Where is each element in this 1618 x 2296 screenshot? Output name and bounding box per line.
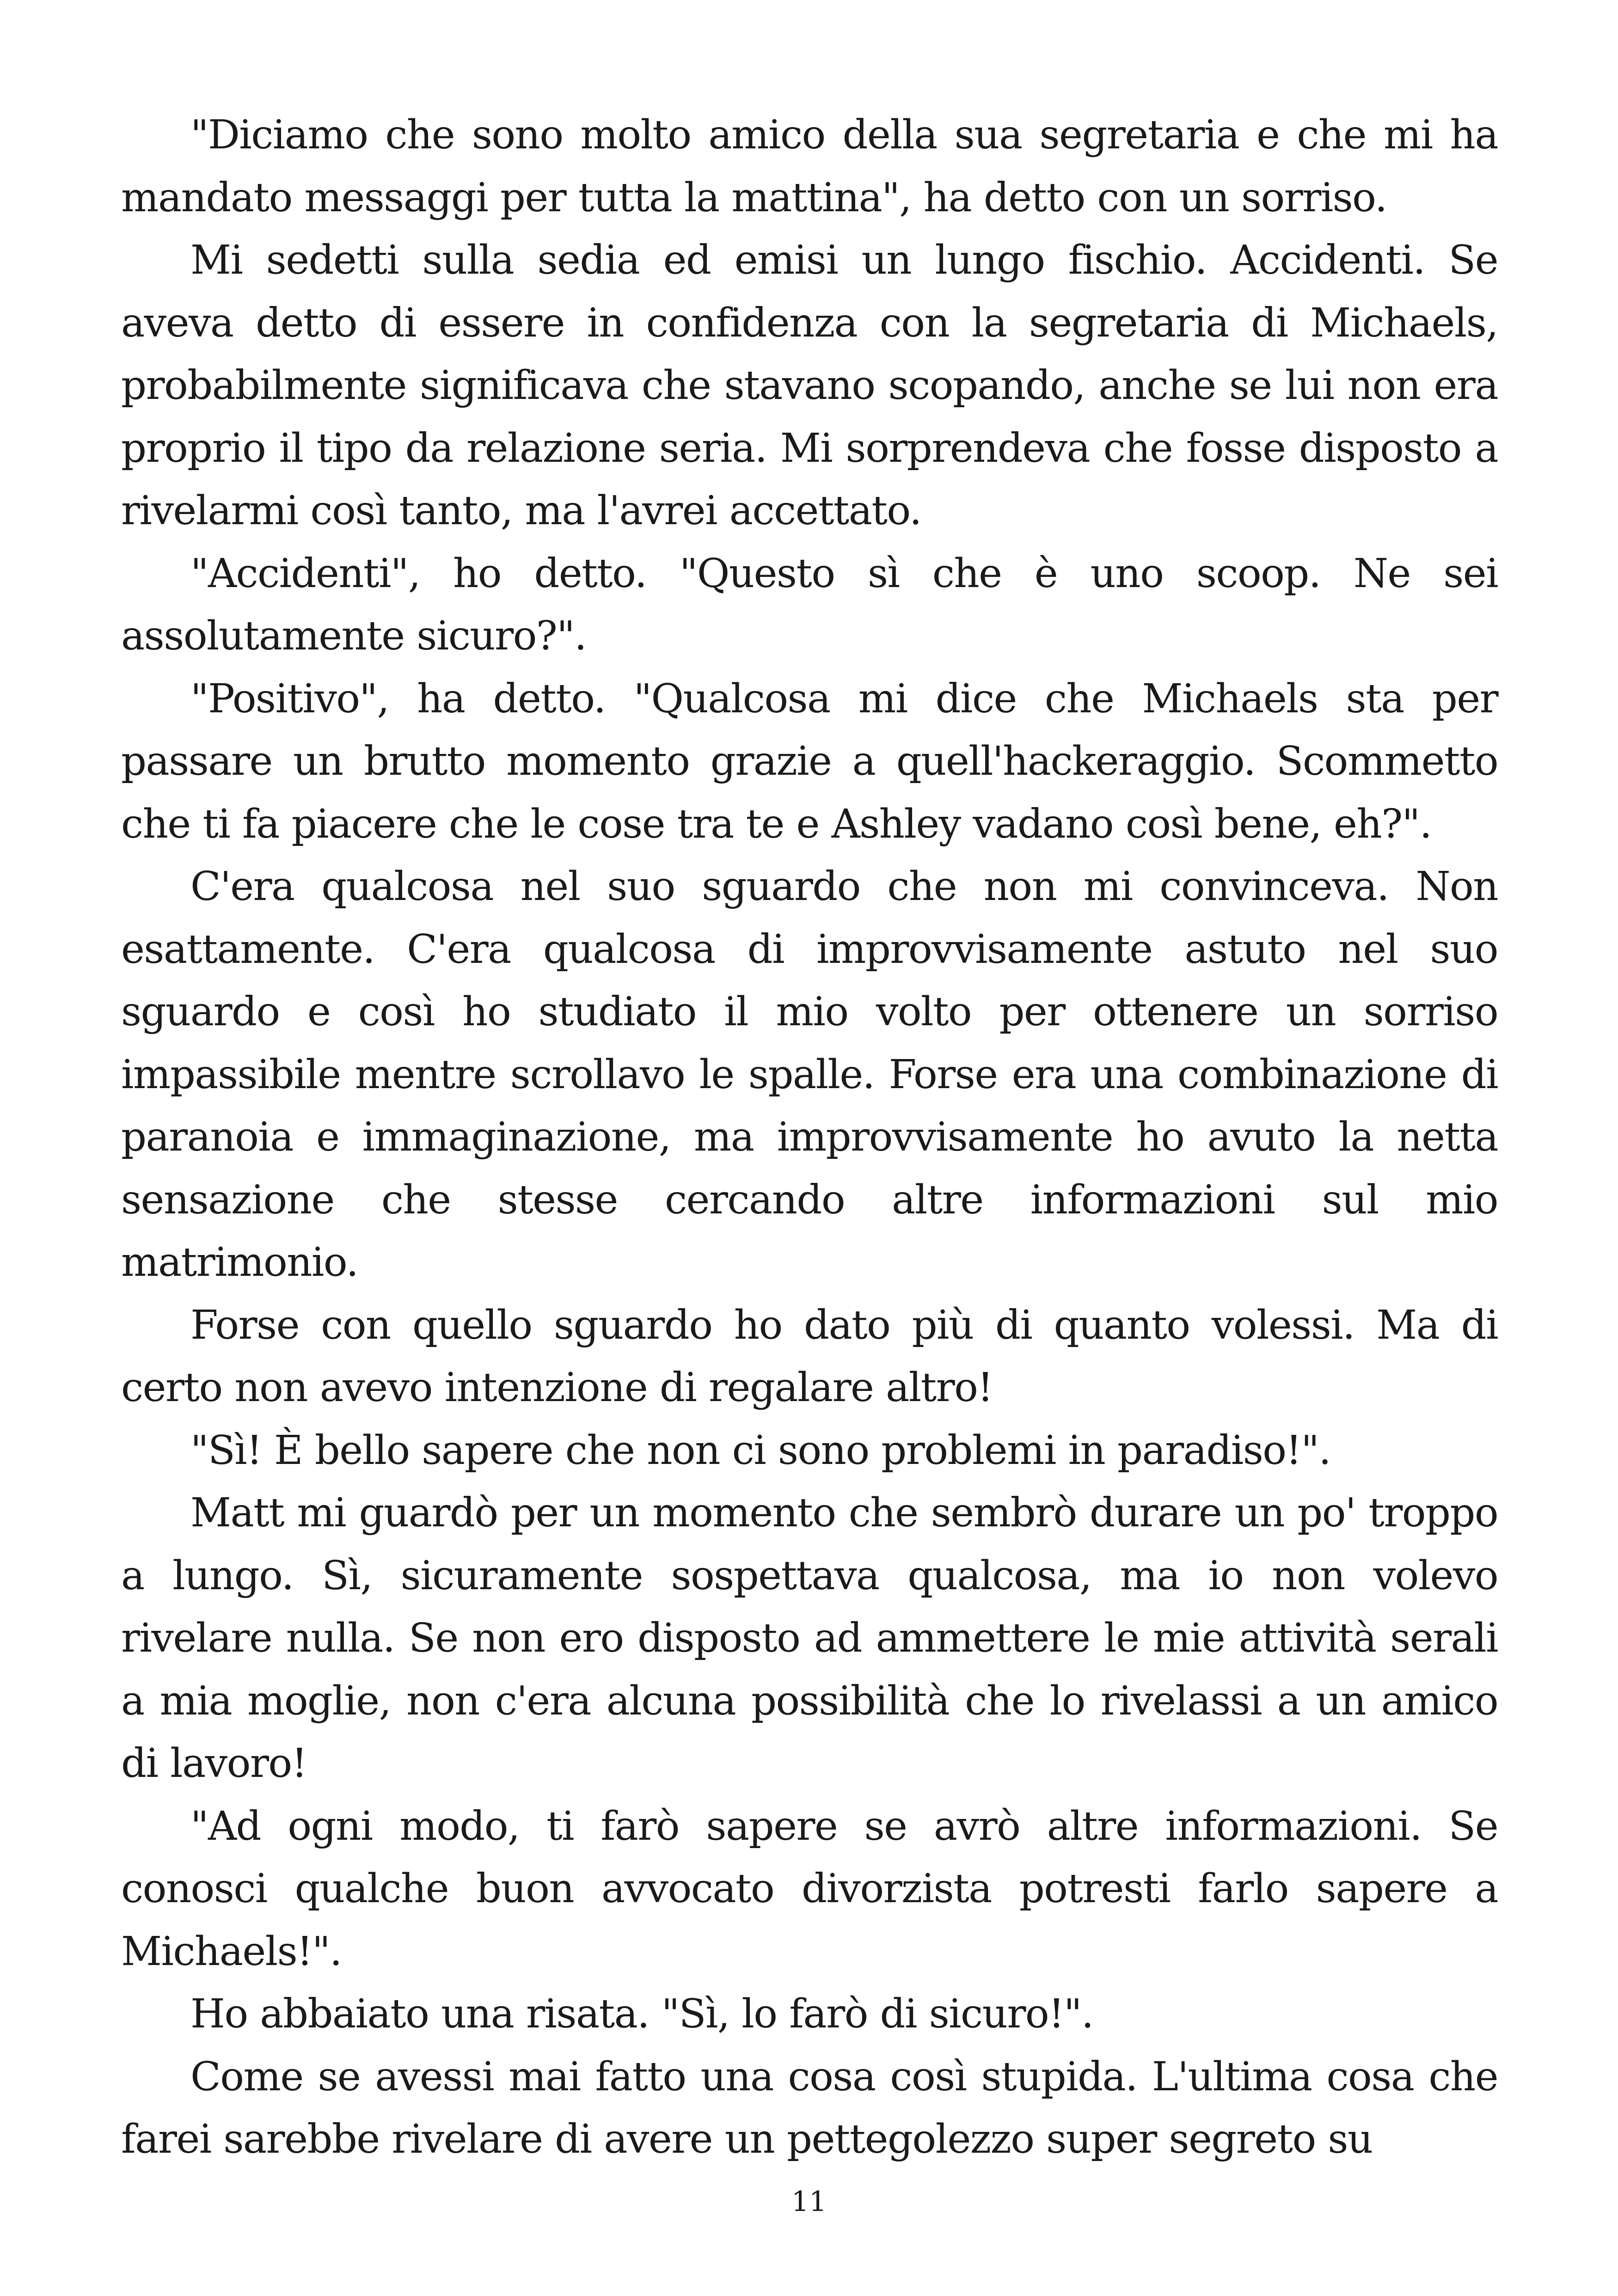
paragraph-6: Forse con quello sguardo ho dato più di quanto volessi. Ma di certo non avevo intenzione di regalare altro! [121, 1302, 1498, 1411]
paragraph-1: "Diciamo che sono molto amico della sua segretaria e che mi ha mandato messaggi per tutta la mattina", ha detto con un sorriso. [121, 112, 1498, 221]
paragraph-2: Mi sedetti sulla sedia ed emisi un lungo fischio. Accidenti. Se aveva detto di essere in confidenza con la segretaria di Michaels, probabilmente significava che stavano scopando, anche se lui non era proprio il tipo da relazione seria. Mi sorprendeva che fosse disposto a rivelarmi così tanto, ma l'avrei accettato. [121, 237, 1498, 534]
paragraph-5: C'era qualcosa nel suo sguardo che non mi convinceva. Non esattamente. C'era qualcosa di improvvisamente astuto nel suo sguardo e così ho studiato il mio volto per ottenere un sorriso impassibile mentre scrollavo le spalle. Forse era una combinazione di paranoia e immaginazione, ma improvvisamente ho avuto la netta sensazione che stesse cercando altre informazioni sul mio matrimonio. [121, 863, 1498, 1286]
paragraph-11: Come se avessi mai fatto una cosa così stupida. L'ultima cosa che farei sarebbe rivelare di avere un pettegolezzo super segreto su [121, 2053, 1498, 2162]
paragraph-7: "Sì! È bello sapere che non ci sono problemi in paradiso!". [190, 1427, 1331, 1474]
paragraph-10: Ho abbaiato una risata. "Sì, lo farò di sicuro!". [190, 1991, 1093, 2037]
body-text [121, 104, 1498, 2171]
paragraph-3: "Accidenti", ho detto. "Questo sì che è uno scoop. Ne sei assolutamente sicuro?". [121, 550, 1498, 659]
page-number: 11 [791, 2186, 827, 2218]
paragraph-9: "Ad ogni modo, ti farò sapere se avrò altre informazioni. Se conosci qualche buon avvocato divorzista potresti farlo sapere a Michaels!". [121, 1803, 1498, 1975]
paragraph-8: Matt mi guardò per un momento che sembrò durare un po' troppo a lungo. Sì, sicuramente sospettava qualcosa, ma io non volevo rivelare nulla. Se non ero disposto ad ammettere le mie attività serali a mia moglie, non c'era alcuna possibilità che lo rivelassi a un amico di lavoro! [121, 1490, 1498, 1787]
paragraph-4: "Positivo", ha detto. "Qualcosa mi dice che Michaels sta per passare un brutto momento grazie a quell'hackeraggio. Scommetto che ti fa piacere che le cose tra te e Ashley vadano così bene, eh?". [121, 675, 1498, 847]
